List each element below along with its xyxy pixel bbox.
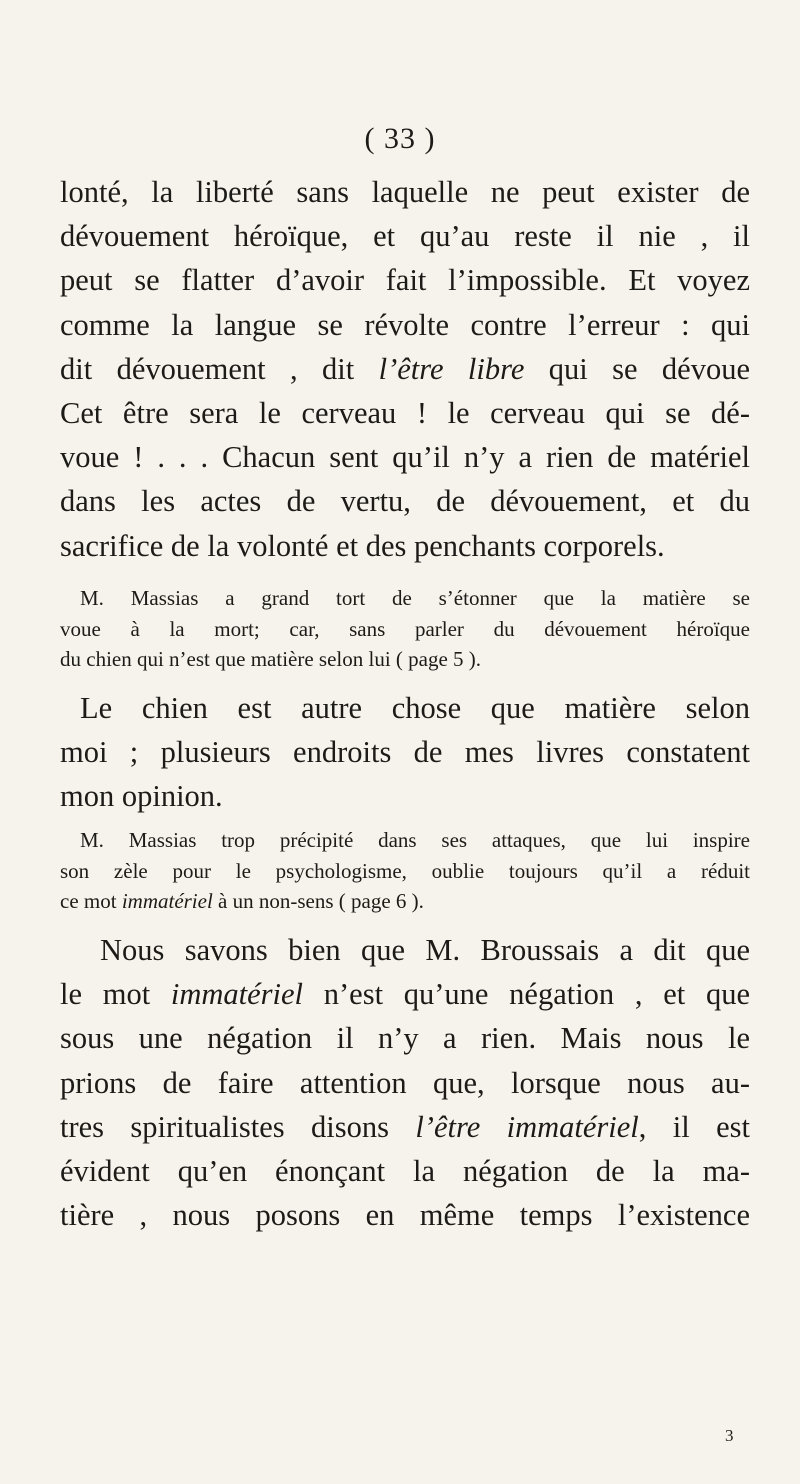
text-line: prions de faire attention que, lorsque nous au- (60, 1065, 750, 1100)
text-line: comme la langue se révolte contre l’erreur : qui (60, 307, 750, 342)
text-run: à un non-sens ( page 6 ). (212, 889, 424, 913)
text-run: n’est qu’une négation , et que (303, 977, 750, 1012)
text-line (60, 972, 750, 1016)
text-line (60, 1105, 750, 1149)
footnote-2 (60, 825, 750, 917)
text-line: mon opinion. (60, 779, 223, 814)
text-line: Le chien est autre chose que matière selon (80, 691, 750, 725)
text-line: dans les actes de vertu, de dévouement, et du (60, 484, 750, 519)
text-line: Nous savons bien que M. Broussais a dit que (100, 933, 750, 967)
note-line: M. Massias trop précipité dans ses attaques, que lui inspire (80, 828, 750, 852)
text-line (60, 347, 750, 391)
text-line: sous une négation il n’y a rien. Mais nous le (60, 1021, 750, 1056)
note-line: du chien qui n’est que matière selon lui ( page 5 ). (60, 647, 482, 671)
text-line: sacrifice de la volonté et des penchants corporels. (60, 528, 665, 563)
note-line (60, 886, 750, 917)
note-line: M. Massias a grand tort de s’étonner que la matière se (80, 586, 750, 610)
note-line: son zèle pour le psychologisme, oublie toujours qu’il a réduit (60, 858, 750, 883)
paragraph-3 (60, 928, 750, 1237)
text-line: dévouement héroïque, et qu’au reste il nie , il (60, 219, 750, 254)
paragraph-2 (60, 686, 750, 819)
text-run: qui se dévoue (524, 351, 750, 386)
text-run: ce mot (60, 889, 122, 913)
italic-term: l’être immatériel (415, 1109, 639, 1144)
text-run: , il est (638, 1109, 750, 1144)
italic-term: immatériel (121, 889, 213, 913)
text-run: tres spiritualistes disons (60, 1109, 416, 1144)
text-run: le mot (60, 977, 171, 1012)
text-line: peut se flatter d’avoir fait l’impossible. Et voyez (60, 263, 750, 298)
text-line: évident qu’en énonçant la négation de la ma- (60, 1154, 750, 1189)
italic-term: l’être libre (378, 351, 525, 386)
italic-term: immatériel (170, 977, 304, 1012)
text-line: tière , nous posons en même temps l’existence (60, 1198, 750, 1233)
footnote-1 (60, 583, 750, 675)
paragraph-1 (60, 170, 750, 568)
text-line: voue ! . . . Chacun sent qu’il n’y a rien de matériel (60, 440, 750, 475)
note-line: voue à la mort; car, sans parler du dévouement héroïque (60, 616, 750, 641)
text-run: dit dévouement , dit (60, 351, 379, 386)
page-number: ( 33 ) (364, 122, 436, 155)
signature-mark: 3 (725, 1426, 734, 1445)
text-line: moi ; plusieurs endroits de mes livres constatent (60, 735, 750, 770)
text-line: lonté, la liberté sans laquelle ne peut exister de (60, 175, 750, 209)
text-line: Cet être sera le cerveau ! le cerveau qui se dé- (60, 396, 750, 431)
